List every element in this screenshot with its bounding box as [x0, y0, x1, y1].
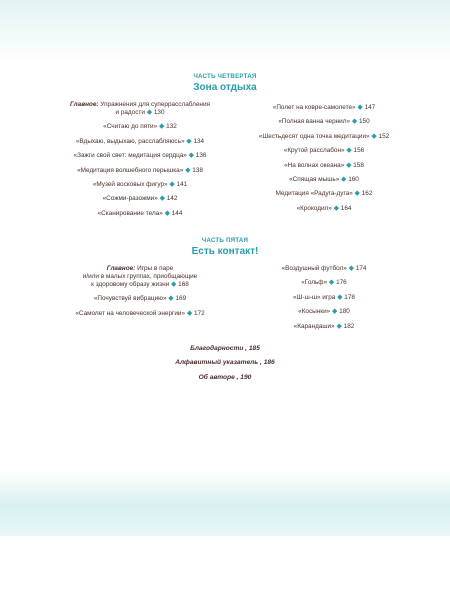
entry-page: 185: [248, 345, 260, 352]
entry-page: 150: [358, 118, 370, 126]
entry-text: к здоровому образу жизни: [91, 281, 170, 288]
entry-page: 180: [339, 308, 350, 316]
entry-text: и радости: [115, 109, 145, 116]
entry-page: 147: [364, 104, 376, 111]
part5-right-column: [224, 265, 424, 331]
entry-text: «Воздушный футбол»: [281, 265, 347, 272]
toc-entry[interactable]: [224, 176, 424, 184]
entry-page: 168: [178, 281, 189, 288]
bullet-icon: ◆: [159, 195, 165, 203]
entry-page: 136: [195, 152, 207, 160]
entry-page: 132: [166, 123, 177, 131]
part4-left-column: [40, 101, 240, 218]
toc-entry[interactable]: [40, 310, 240, 318]
entry-page: 174: [355, 265, 367, 272]
toc-entry[interactable]: [224, 133, 424, 141]
entry-text: «Почувствуй вибрацию»: [93, 295, 167, 303]
entry-text: «Полная ванна чернил»: [278, 118, 351, 126]
entry-page: 169: [175, 295, 187, 303]
toc-entry[interactable]: [224, 294, 424, 302]
bullet-icon: ◆: [337, 293, 343, 301]
entry-page: 190: [240, 373, 252, 381]
entry-page: 156: [353, 147, 365, 155]
entry-page: 130: [153, 109, 165, 116]
entry-text: «Крутой расслабон»: [283, 147, 345, 155]
entry-text: Благодарности ,: [190, 345, 248, 352]
bullet-icon: ◆: [351, 118, 358, 126]
entry-text: «Сожми-разожми»: [102, 195, 158, 203]
bullet-icon: ◆: [146, 109, 153, 116]
part4-label: ЧАСТЬ ЧЕТВЕРТАЯ: [193, 73, 257, 80]
bullet-icon: ◆: [186, 137, 192, 145]
entry-text: «Считаю до пяти»: [103, 123, 158, 131]
toc-entry[interactable]: [224, 308, 424, 316]
bullet-icon: ◆: [164, 209, 170, 217]
toc-entry[interactable]: [40, 265, 240, 273]
entry-text: Игры в паре: [135, 265, 174, 272]
bullet-icon: ◆: [357, 104, 363, 111]
bullet-icon: ◆: [346, 147, 352, 155]
toc-entry[interactable]: [40, 195, 240, 203]
bullet-icon: ◆: [168, 295, 174, 303]
entry-page: 182: [343, 322, 355, 330]
bullet-icon: ◆: [332, 308, 338, 316]
entry-lead: Главное:: [106, 265, 136, 272]
part5-title: Есть контакт!: [191, 246, 259, 257]
endmatter-list: [0, 345, 450, 382]
entry-text: Упражнения для суперрасслабления: [98, 101, 210, 108]
toc-entry[interactable]: [224, 118, 424, 126]
entry-page: 141: [176, 180, 188, 188]
entry-text: «Самолет на человеческой энергии»: [75, 309, 186, 317]
toc-entry[interactable]: [224, 323, 424, 331]
entry-text: «Шестьдесят одна точка медитации»: [258, 132, 370, 140]
entry-text: «Спящая мышь»: [289, 175, 340, 183]
toc-entry[interactable]: [40, 295, 240, 303]
toc-entry[interactable]: [40, 281, 240, 289]
entry-text: «Ш-ш-ш» игра: [293, 293, 336, 301]
bottom-decorative-band: [0, 470, 450, 536]
toc-entry[interactable]: [40, 167, 240, 175]
entry-page: 138: [192, 166, 203, 174]
bullet-icon: ◆: [188, 152, 195, 160]
toc-entry[interactable]: [224, 190, 424, 198]
bullet-icon: ◆: [354, 190, 360, 198]
entry-text: «Крокодил»: [296, 204, 332, 212]
toc-entry[interactable]: [40, 152, 240, 160]
entry-text: «Карандаши»: [293, 322, 335, 330]
top-decorative-band: [0, 0, 450, 62]
part4-title: Зона отдыха: [193, 82, 257, 93]
toc-entry[interactable]: [0, 345, 450, 353]
entry-text: Алфавитный указатель ,: [175, 359, 262, 367]
bullet-icon: ◆: [336, 322, 342, 330]
entry-text: «Полет на ковре-самолете»: [272, 104, 356, 111]
entry-page: 158: [353, 161, 364, 169]
entry-page: 144: [171, 209, 183, 217]
toc-entry[interactable]: [40, 273, 240, 281]
entry-text: «Музей восковых фигур»: [92, 180, 168, 188]
toc-entry[interactable]: [40, 138, 240, 146]
entry-page: 172: [193, 309, 205, 317]
toc-entry[interactable]: [224, 104, 424, 112]
bullet-icon: ◆: [333, 204, 339, 212]
bullet-icon: ◆: [186, 309, 193, 317]
bullet-icon: ◆: [170, 281, 177, 288]
bullet-icon: ◆: [371, 132, 377, 140]
entry-page: 134: [193, 137, 205, 145]
toc-entry[interactable]: [224, 279, 424, 287]
entry-page: 186: [263, 359, 275, 367]
entry-text: «Косынки»: [298, 308, 331, 316]
toc-entry[interactable]: [40, 101, 240, 109]
part4-right-column: [224, 104, 424, 213]
bullet-icon: ◆: [346, 161, 352, 169]
toc-entry[interactable]: [224, 147, 424, 155]
entry-page: 142: [166, 195, 178, 203]
entry-text: Медитация «Радуга-дуга»: [275, 190, 353, 198]
toc-entry[interactable]: [224, 265, 424, 273]
entry-text: Об авторе ,: [198, 373, 239, 381]
toc-entry[interactable]: [224, 205, 424, 213]
entry-page: 160: [348, 175, 359, 183]
entry-text: «Зажги свой свет: медитация сердца»: [73, 152, 187, 160]
toc-entry[interactable]: [40, 109, 240, 117]
bullet-icon: ◆: [185, 166, 191, 174]
toc-entry[interactable]: [0, 374, 450, 382]
entry-page: 152: [378, 132, 390, 140]
toc-entry[interactable]: [40, 123, 240, 131]
bullet-icon: ◆: [169, 180, 175, 188]
entry-text: «Медитация волшебного перышка»: [77, 166, 184, 174]
entry-lead: Главное:: [70, 101, 99, 108]
part5-label: ЧАСТЬ ПЯТАЯ: [201, 237, 249, 244]
entry-page: 176: [336, 279, 347, 287]
toc-entry[interactable]: [0, 359, 450, 367]
entry-text: «Вдыхаю, выдыхаю, расслабляюсь»: [75, 137, 185, 145]
bullet-icon: ◆: [158, 123, 165, 131]
entry-page: 164: [340, 204, 352, 212]
part5-left-column: [40, 265, 240, 318]
entry-text: «На волнах океана»: [284, 161, 345, 169]
bullet-icon: ◆: [348, 265, 354, 272]
entry-text: и/или в малых группах, приобщающие: [82, 273, 198, 280]
entry-page: 178: [344, 293, 355, 301]
entry-page: 162: [361, 190, 373, 198]
entry-text: «Сканирование тела»: [97, 209, 163, 217]
toc-entry[interactable]: [224, 162, 424, 170]
toc-entry[interactable]: [40, 181, 240, 189]
bullet-icon: ◆: [328, 279, 335, 287]
entry-text: «Гольф»: [301, 279, 328, 287]
bullet-icon: ◆: [341, 175, 347, 183]
toc-entry[interactable]: [40, 210, 240, 218]
